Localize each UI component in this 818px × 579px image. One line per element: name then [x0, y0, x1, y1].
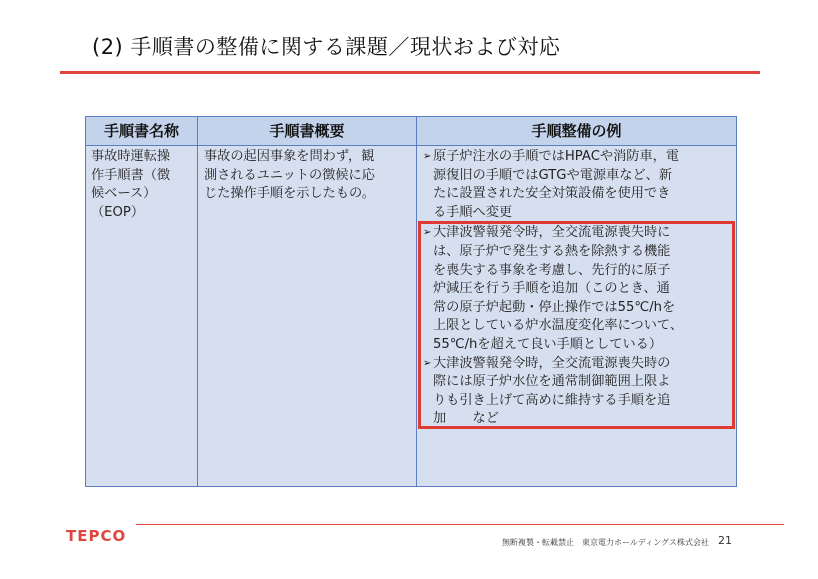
- copyright-notice: 無断複製・転載禁止 東京電力ホールディングス株式会社: [502, 538, 709, 547]
- page-number: 21: [718, 534, 732, 547]
- example-line: 55℃/hを超えて良い手順としている）: [433, 336, 663, 352]
- example-line: は、原子炉で発生する熱を除熱する機能: [433, 243, 671, 259]
- tepco-logo: TEPCO: [66, 527, 127, 545]
- example-line: る手順へ変更: [433, 204, 513, 220]
- summary-line: 事故の起因事象を問わず，観: [204, 149, 375, 164]
- cell-procedure-summary: [198, 145, 416, 486]
- header-procedure-examples: 手順整備の例: [531, 122, 622, 140]
- example-item: [423, 148, 732, 222]
- example-line: 常の原子炉起動・停止操作では55℃/hを: [433, 299, 676, 315]
- example-line: たに設置された安全対策設備を使用でき: [433, 186, 671, 202]
- header-procedure-summary: 手順書概要: [269, 122, 345, 140]
- example-line: 炉減圧を行う手順を追加（このとき、通: [433, 281, 670, 297]
- example-line: を喪失する事象を考慮し、先行的に原子: [433, 262, 671, 278]
- table-header: [86, 117, 736, 146]
- name-line: （EOP）: [91, 204, 145, 220]
- example-line: 源復旧の手順ではGTGや電源車など、新: [433, 167, 673, 183]
- example-line: 大津波警報発令時，全交流電源喪失時の: [433, 355, 671, 371]
- summary-line: 測されるユニットの徴候に応: [204, 167, 375, 183]
- example-line: 加 など: [433, 411, 499, 427]
- arrow-bullet-icon: ➢: [423, 227, 432, 239]
- summary-line: じた操作手順を示したもの。: [204, 186, 375, 202]
- highlight-box: [418, 221, 735, 429]
- example-line: 大津波警報発令時，全交流電源喪失時に: [433, 225, 671, 241]
- cell-procedure-name: [86, 145, 197, 486]
- arrow-bullet-icon: ➢: [423, 151, 432, 162]
- example-line: 原子炉注水の手順ではHPACや消防車，電: [433, 149, 680, 164]
- page-title: (2) 手順書の整備に関する課題／現状および対応: [92, 35, 561, 59]
- name-line: 事故時運転操: [91, 149, 171, 164]
- example-line: 上限としている炉水温度変化率について、: [433, 318, 684, 334]
- name-line: 候ベース）: [91, 186, 157, 202]
- header-procedure-name: 手順書名称: [103, 122, 179, 140]
- example-line: 際には原子炉水位を通常制御範囲上限よ: [433, 374, 671, 390]
- footer-divider: [136, 524, 784, 525]
- example-line: りも引き上げて高めに維持する手順を追: [433, 392, 671, 408]
- title-divider: [60, 71, 760, 74]
- name-line: 作手順書（徴: [91, 167, 171, 183]
- arrow-bullet-icon: ➢: [423, 357, 432, 369]
